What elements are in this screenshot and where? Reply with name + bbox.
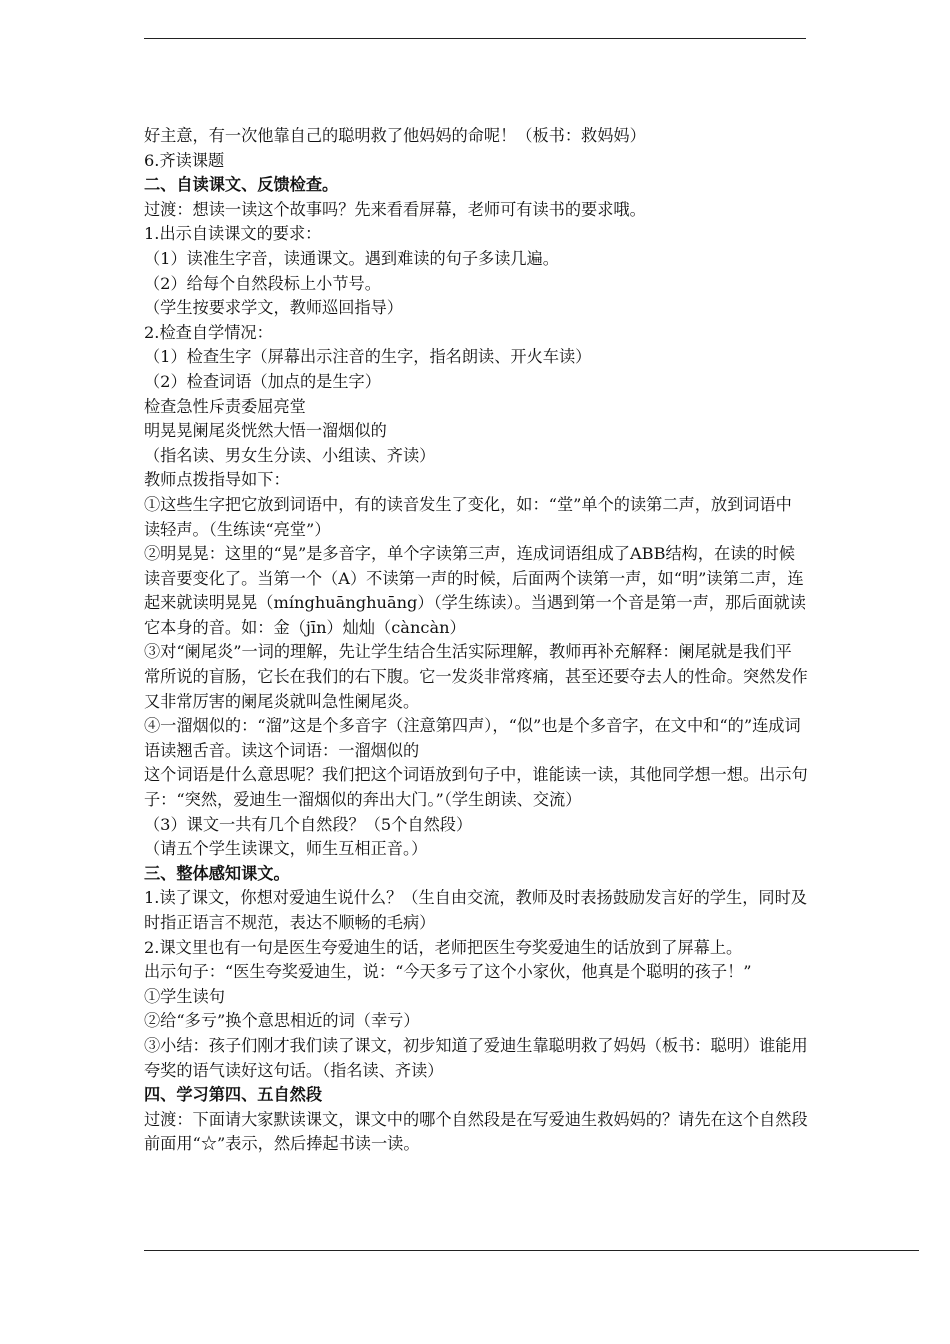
text-paragraph: （1）检查生字（屏幕出示注音的生字，指名朗读、开火车读） [144,347,592,367]
text-paragraph: 教师点拨指导如下： [144,470,290,490]
text-paragraph: 这个词语是什么意思呢？我们把这个词语放到句子中，谁能读一读，其他同学想一想。出示句子：“突然，爱迪生一溜烟似的奔出大门。”（学生朗读、交流） [144,765,808,810]
text-paragraph: ②给“多亏”换个意思相近的词（幸亏） [144,1011,420,1031]
text-paragraph: 出示句子：“医生夸奖爱迪生，说：“今天多亏了这个小家伙，他真是个聪明的孩子！” [144,962,752,982]
text-paragraph: ②明晃晃：这里的“晃”是多音字，单个字读第三声，连成词语组成了ABB结构，在读的时候读音要变化了。当第一个（A）不读第一声的时候，后面两个读第一声，如“明”读第二声，连起来就读明晃晃（mínghuānghuāng）（学生练读）。当遇到第一个音是第一声，那后面就读它本身的音。如：金（jīn）灿灿（càncàn） [144,544,806,637]
text-paragraph: （3）课文一共有几个自然段？（5个自然段） [144,814,473,834]
section-heading: 二、自读课文、反馈检查。 [144,175,339,195]
text-paragraph: （2）检查词语（加点的是生字） [144,371,381,391]
text-paragraph: 1.出示自读课文的要求： [144,224,322,244]
text-paragraph: 2.检查自学情况： [144,322,273,342]
text-paragraph: ①这些生字把它放到词语中，有的读音发生了变化，如：“堂”单个的读第二声，放到词语中读轻声。（生练读“亮堂”） [144,494,792,539]
text-paragraph: （请五个学生读课文，师生互相正音。） [144,839,428,859]
text-paragraph: 过渡：下面请大家默读课文，课文中的哪个自然段是在写爱迪生救妈妈的？请先在这个自然段前面用“☆”表示，然后捧起书读一读。 [144,1109,808,1154]
text-paragraph: （2）给每个自然段标上小节号。 [144,273,381,293]
text-paragraph: 好主意，有一次他靠自己的聪明救了他妈妈的命呢！（板书：救妈妈） [144,126,646,145]
header-rule [144,38,806,39]
text-paragraph: ①学生读句 [144,986,225,1006]
text-paragraph: 过渡：想读一读这个故事吗？先来看看屏幕，老师可有读书的要求哦。 [144,199,646,219]
section-heading: 四、学习第四、五自然段 [144,1085,323,1105]
text-paragraph: 明晃晃阑尾炎恍然大悟一溜烟似的 [144,421,387,441]
text-paragraph: 6.齐读课题 [144,150,225,170]
text-paragraph: （学生按要求学文，教师巡回指导） [144,298,403,318]
text-paragraph: 1.读了课文，你想对爱迪生说什么？（生自由交流，教师及时表扬鼓励发言好的学生，同时及时指正语言不规范，表达不顺畅的毛病） [144,888,807,932]
text-paragraph: （1）读准生字音，读通课文。遇到难读的句子多读几遍。 [144,248,559,268]
text-paragraph: （指名读、男女生分读、小组读、齐读） [144,445,436,465]
footer-rule [144,1250,919,1251]
text-paragraph: ③小结：孩子们刚才我们读了课文，初步知道了爱迪生靠聪明救了妈妈（板书：聪明）谁能用夸奖的语气读好这句话。（指名读、齐读） [144,1035,808,1080]
lesson-plan-body [144,124,808,1157]
section-heading: 三、整体感知课文。 [144,863,290,883]
text-paragraph: 检查急性斥责委屈亮堂 [144,396,306,416]
text-paragraph: ③对“阑尾炎”一词的理解，先让学生结合生活实际理解，教师再补充解释：阑尾就是我们平常所说的盲肠，它长在我们的右下腹。它一发炎非常疼痛，甚至还要夺去人的性命。突然发作又非常厉害的阑尾炎就叫急性阑尾炎。 [144,642,808,711]
text-paragraph: ④一溜烟似的：“溜”这是个多音字（注意第四声），“似”也是个多音字，在文中和“的”连成词语读翘舌音。读这个词语：一溜烟似的 [144,716,801,760]
text-paragraph: 2.课文里也有一句是医生夸爱迪生的话，老师把医生夸奖爱迪生的话放到了屏幕上。 [144,937,743,957]
